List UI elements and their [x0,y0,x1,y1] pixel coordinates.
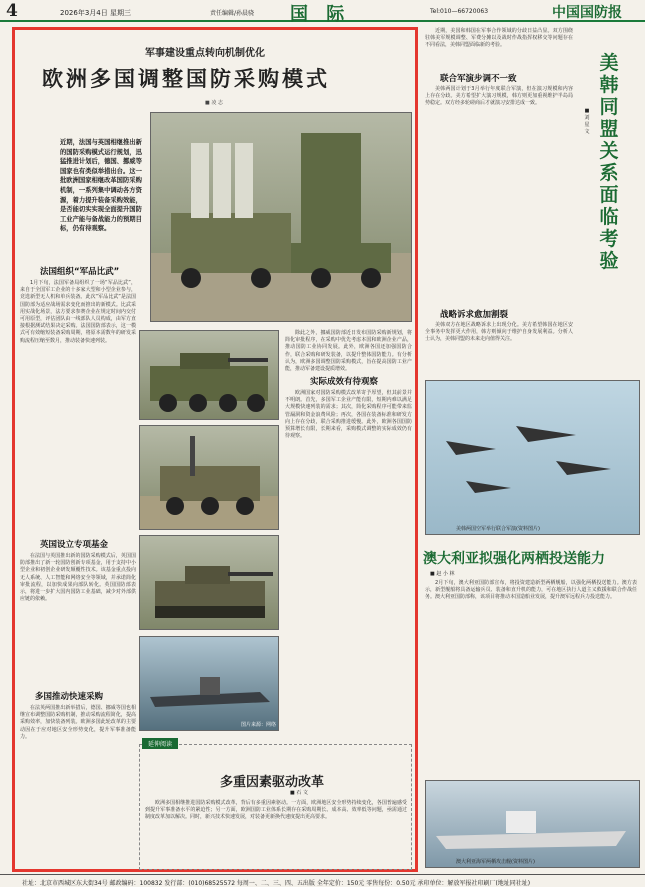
subhead-2: 英国设立专项基金 [40,540,109,550]
article-kicker: 军事建设重点转向机制优化 [145,48,265,59]
issue-date: 2026年3月4日 星期三 [60,9,131,17]
article-lead: 近期，法国与英国相继推出新的国防采购模式运行规划，迅猛推进计划后，德国、挪威等国家也有类似举措出台。这一批欧洲国家相继改革国防采购机制，一系列集中调动各方资源，着力提升装备采购效能，是否能切实实现全面提升国防工业产能与备战能力的预期目标，仍有待观察。 [60,139,142,233]
editor-credit: 责任编辑/孙晨骁 [210,10,255,17]
subhead-3: 多国推动快速采购 [35,692,104,702]
body-column-1b: 在法国与英国推出新的国防采购模式后，英国国防部推出了新一轮国防创新专项基金，用于支持中小型企业和初创企业研发颠覆性技术。该基金重点投向无人系统、人工智能和网络安全等领域，并承诺简化审批流程，以加快成果向部队转化。英国国防部表示，将进一步扩大国内国防工业基础，减少对外部供应链的依赖。 [20,553,136,603]
right-body-1: 美韩两国计划于3月举行年度联合军演，但在演习规模和内容上存在分歧。美方希望扩大演习规模，韩方则更加重视维护半岛局势稳定。双方经多轮磋商后才就演习安排达成一致。 [425,86,573,107]
page-number: 4 [6,1,18,21]
tank-photo [139,535,279,630]
body-column-2a: 除此之外，挪威国防部近日发布国防采购新规划，将简化审批程序，在采购中优先考虑本国和欧洲企业产品，推动国防工业协同发展。此外，欧洲各国还加强国防合作，联合采购和研发装备，以提升整体国防能力。有分析认为，欧洲多国调整国防采购模式，旨在提高国防工业产能，推动军备建设提质增效。 [285,330,412,373]
article-title: 欧洲多国调整国防采购模式 [42,66,330,91]
australia-body: 2月下旬，澳大利亚国防部宣布，将投资建造新型两栖舰船，以强化两栖投送能力。澳方表示，新型舰船将具备运输兵员、装备和直升机的能力，可在地区执行人道主义救援和联合作战任务。澳大利亚国防部称，该项目将推动本国造船业发展，提升澳军远程兵力投送能力。 [425,580,637,601]
right-subhead-1: 联合军演步调不一致 [440,74,517,84]
sidebar-byline: ■ 石 文 [290,790,308,796]
body-column-1a: 1月下旬，法国军备局组织了一场“军品比武”，来自于全国军工企业的十多家大型和小型企业参与，竞选新型无人机和单兵装备。此次“军品比武”是法国国防部为适应战场需求变化而推出的新模式。比武采用实战化场景，法方要求参赛企业在规定时间内交付可用原型，评估团队由一线部队人员构成，由军方直接根据测试结果决定采购。法国国防部表示，这一模式可有效缩短装备采购周期，将原本需数年的研发采购流程压缩至数月，推动装备快速列装。 [20,280,136,344]
armored-vehicle-photo [139,330,279,420]
photo-caption: 图片来源：网络 [240,722,276,728]
body-column-1c: 在法英两国推出新举措后，德国、挪威等国也相继宣布调整国防采购机制，推动采购流程简化，提高采购效率，加快装备列装。欧洲多国此轮改革的主要动因在于应对地区安全形势变化，提升军事准备能力。 [20,705,136,740]
sidebar-title: 多重因素驱动改革 [220,775,325,790]
vertical-headline: 美韩同盟关系面临考验 [599,52,619,272]
page-header [0,0,645,25]
section-title: 国 际 [290,4,351,25]
ship-caption: 澳大利亚海军两栖攻击舰(资料图片) [456,859,535,865]
right-body-2: 美韩双方在地区战略诉求上出现分化。美方希望韩国在地区安全事务中发挥更大作用，韩方则倾向于维护自身发展利益。分析人士认为，美韩同盟的未来走向值得关注。 [425,322,573,343]
sidebar-text: 欧洲多国相继推进国防采购模式改革，背后有多重因素驱动。一方面，欧洲地区安全形势持续变化，各国普遍感受到提升军事准备水平的紧迫性；另一方面，欧洲国防工业体系长期存在采购周期长、成本高、效率低等问题，亟需通过制度改革加以解决。同时，新兴技术快速发展，对装备更新换代速度提出更高要求。 [145,800,407,821]
body-column-2b: 欧洲国家对国防采购模式改革寄予厚望，但其前景并不明朗。首先，多国军工企业产能有限，短期内难以满足大规模快速列装的需求；其次，简化采购程序可能带来监管漏洞和资金浪费风险；再次，各国在装备标准和研发方向上存在分歧，联合采购推进缓慢。此外，欧洲各国国防预算增长有限，长期来看，采购模式调整的实际成效仍有待观察。 [285,390,412,440]
jet-caption: 美韩两国空军举行联合军演(资料图片) [456,526,540,532]
amphibious-ship-photo [425,780,640,868]
right-intro: 近期，美国和韩国在军事合作领域的分歧日益凸显。双方围绕驻韩美军规模调整、军费分摊以及战时作战指挥权移交等问题存在不同看法，美韩同盟面临新的考验。 [425,28,573,49]
fighter-jets-photo [425,380,640,535]
gun-truck-photo [139,425,279,530]
missile-launcher-illustration [151,113,411,321]
phone-number: Tel:010—66720063 [430,8,489,15]
australia-headline: 澳大利亚拟强化两栖投送能力 [423,551,605,567]
australia-byline: ■ 赵 小 林 [430,571,455,577]
vertical-byline: ■ 刘 星 文 [584,108,590,135]
sidebar-tag: 延伸阅读 [142,738,178,749]
subhead-1: 法国组织“军品比武” [40,267,120,277]
subhead-4: 实际成效有待观察 [310,377,379,387]
right-subhead-2: 战略诉求愈加割裂 [440,310,509,320]
article-byline: ■ 凌 志 [205,100,223,106]
newspaper-logo: 中国国防报 [552,5,622,21]
page-footer: 社址：北京市西城区东大街34号 邮政编码：100832 发行部：(010)68525572 每周一、二、三、四、五出版 全年定价：150元 零售每份：0.50元 承印单位：解放军报社印刷厂(地址同社址) [0,874,645,887]
missile-system-photo [150,112,412,322]
drone-boat-photo [139,636,279,731]
